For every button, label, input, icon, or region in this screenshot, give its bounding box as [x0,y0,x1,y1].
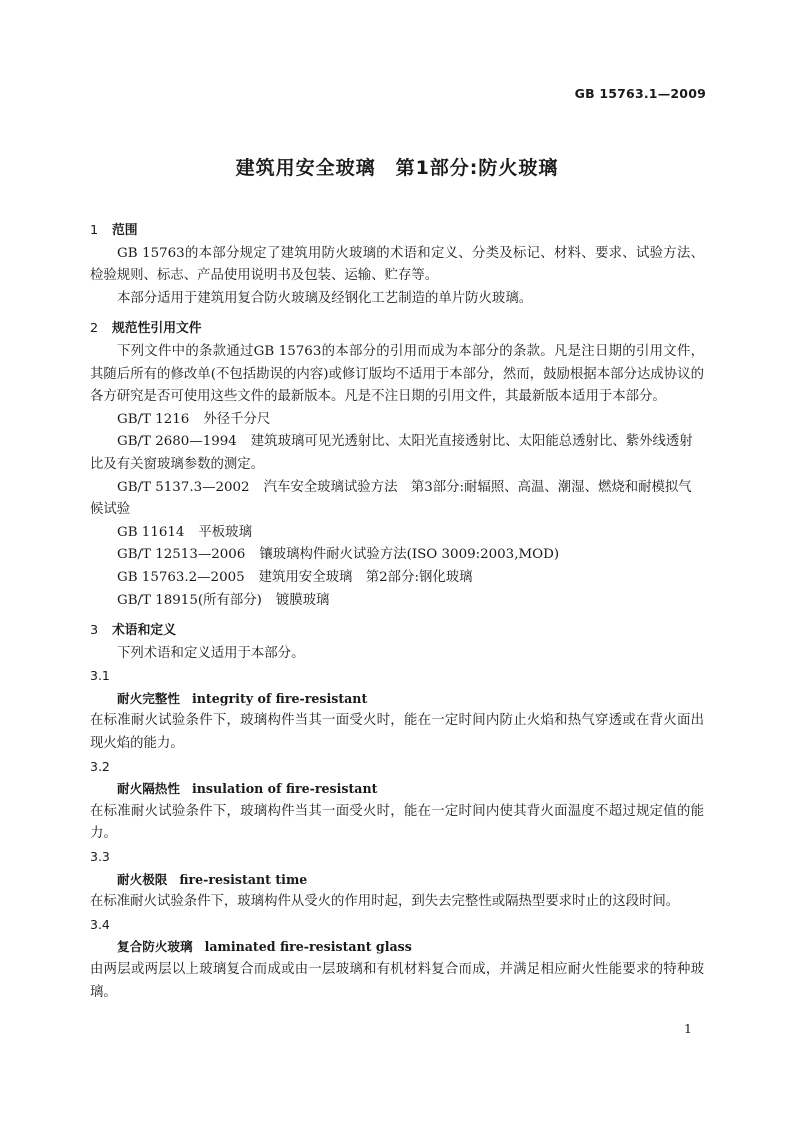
reference-code: GB/T 5137.3—2002 [117,479,250,495]
section-heading-scope [90,220,704,243]
reference-code: GB/T 12513—2006 [117,547,246,563]
document-title: 建筑用安全玻璃 第1部分:防火玻璃 [235,157,559,179]
term-definition: 在标准耐火试验条件下，玻璃构件当其一面受火时，能在一定时间内使其背火面温度不超过规定值的能力。 [90,803,704,842]
reference-code: GB 15763.2—2005 [117,569,245,585]
term-definition: 在标准耐火试验条件下，玻璃构件从受火的作用时起，到失去完整性或隔热型要求时止的这段时间。 [90,894,680,910]
section-number: 1 [90,223,99,238]
term-en: integrity of fire-resistant [191,690,368,706]
term-definition: 在标准耐火试验条件下，玻璃构件当其一面受火时，能在一定时间内防止火焰和热气穿透或在背火面出现火焰的能力。 [90,713,704,752]
reference-item [90,590,704,613]
term-heading [90,936,704,959]
term-definition: 由两层或两层以上玻璃复合而成或由一层玻璃和有机材料复合而成，并满足相应耐火性能要求的特种玻璃。 [90,962,704,1000]
section-title: 术语和定义 [112,623,176,639]
reference-code: GB 11614 [117,524,185,540]
reference-name: 建筑用安全玻璃 第2部分:钢化玻璃 [258,569,473,585]
term-heading [90,778,704,801]
term-en: fire-resistant time [179,871,308,887]
clause-number: 3.4 [90,916,110,932]
section-number: 2 [90,321,99,337]
term-zh: 耐火隔热性 [117,781,180,797]
paragraph: 下列文件中的条款通过GB 15763的本部分的引用而成为本部分的条款。凡是注日期的引用文件，其随后所有的修改单(不包括勘误的内容)或修订版均不适用于本部分，然而，鼓励根据本部分达成协议的各方研究是否可使用这些文件的最新版本。凡是不注日期的引用文件，其最新版本适用于本部分。 [90,343,704,405]
term-heading [90,688,704,711]
page-number: 1 [684,1021,692,1036]
section-heading-terms-definitions [90,620,704,643]
reference-item [90,544,704,567]
section-title: 范围 [112,223,138,238]
section-title: 规范性引用文件 [112,321,202,337]
reference-item [90,477,704,522]
clause-number: 3.1 [90,668,110,684]
clause-number: 3.2 [90,758,110,774]
term-zh: 复合防火玻璃 [117,939,193,955]
reference-code: GB/T 1216 [117,411,190,427]
reference-item [90,522,704,545]
reference-item [90,431,704,476]
term-zh: 耐火极限 [117,871,168,887]
term-en: laminated fire-resistant glass [204,939,412,955]
reference-name: 平板玻璃 [198,524,252,540]
reference-name: 建筑玻璃可见光透射比、太阳光直接透射比、太阳能总透射比、紫外线透射比及有关窗玻璃参数的测定。 [90,434,693,472]
paragraph: 下列术语和定义适用于本部分。 [117,645,305,661]
reference-item [90,409,704,432]
term-zh: 耐火完整性 [117,690,180,706]
document-body [90,212,704,1004]
reference-name: 镶玻璃构件耐火试验方法(ISO 3009:2003,MOD) [259,547,560,563]
paragraph: 本部分适用于建筑用复合防火玻璃及经钢化工艺制造的单片防火玻璃。 [117,290,533,306]
term-heading [90,869,704,892]
paragraph: GB 15763的本部分规定了建筑用防火玻璃的术语和定义、分类及标记、材料、要求、试验方法、检验规则、标志、产品使用说明书及包装、运输、贮存等。 [90,245,704,284]
reference-name: 镀膜玻璃 [275,592,330,608]
term-en: insulation of fire-resistant [191,781,378,797]
reference-name: 汽车安全玻璃试验方法 第3部分:耐辐照、高温、潮湿、燃烧和耐模拟气候试验 [90,479,692,518]
section-heading-normative-references [90,318,704,341]
standard-code: GB 15763.1—2009 [574,86,706,101]
reference-name: 外径千分尺 [203,411,271,427]
reference-item [90,567,704,590]
reference-code: GB/T 18915(所有部分) [117,592,262,608]
reference-code: GB/T 2680—1994 [117,434,237,450]
clause-number: 3.3 [90,849,110,865]
section-number: 3 [90,623,99,639]
